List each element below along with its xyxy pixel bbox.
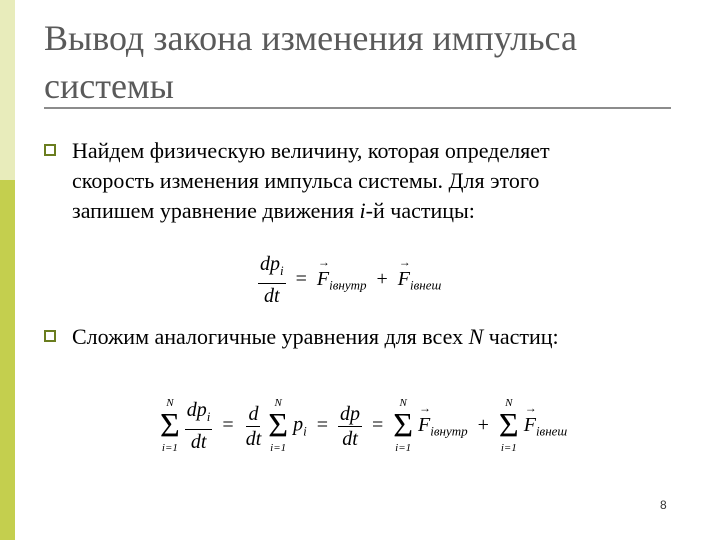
bullet-1 — [44, 136, 684, 232]
equation-particle-motion — [258, 252, 441, 308]
eq2-equals-1: = — [222, 413, 234, 436]
eq1-force-internal-sub: iвнутр — [329, 277, 367, 293]
bullet-2-text — [72, 322, 712, 352]
eq1-equals: = — [295, 267, 307, 290]
bullet-2-var: N — [468, 324, 484, 349]
eq1-num: dp — [260, 253, 280, 275]
eq1-force-external: → F — [398, 268, 410, 291]
eq1-force-internal: → F — [317, 268, 329, 291]
eq2-frac-2: $\frac{d}{dt}$ — [245, 402, 262, 450]
eq2-equals-2: = — [316, 413, 328, 436]
bullet-1-line-3-post: -й частицы: — [365, 198, 475, 223]
eq2-force-external: → F — [524, 414, 536, 437]
eq1-num-sub: i — [280, 263, 284, 278]
eq2-momentum: p — [293, 413, 304, 436]
bullet-1-text — [72, 136, 712, 226]
eq1-den: dt — [264, 285, 280, 307]
eq2-frac-1: $\frac{dp_i}{dt}$ — [186, 399, 211, 453]
bullet-1-line-1: Найдем физическую величину, которая определяет — [72, 138, 550, 163]
eq2-plus: + — [477, 413, 489, 436]
eq2-sum-2: N Σ i=1 — [268, 397, 289, 454]
eq2-frac-3: $\frac{dp}{dt}$ — [339, 402, 360, 450]
eq2-sum-4: N Σ i=1 — [498, 397, 519, 454]
title-divider — [44, 107, 671, 109]
side-bar-accent — [0, 180, 15, 540]
side-bar-light — [0, 0, 15, 180]
title-line-2: системы — [44, 66, 174, 106]
eq2-equals-3: = — [371, 413, 384, 436]
equation-system-sum: N Σ i=1 $\frac{dp_i}{dt}$ = $\frac{d}{dt}$ N Σ i=1 $p_i$ = $\frac{dp}{dt}$ = N Σ i=1 → $F_{iвнутр}$ + N Σ i=1 → $F_{iвнеш}$ — [160, 398, 567, 454]
title-line-1: Вывод закона изменения импульса — [44, 18, 577, 58]
page-number: 8 — [660, 498, 667, 512]
eq2-force-internal: → F — [418, 414, 430, 437]
bullet-1-line-2: скорость изменения импульса системы. Для этого — [72, 168, 540, 193]
eq2-sum-3: N Σ i=1 — [393, 397, 414, 454]
slide-title — [44, 14, 684, 110]
bullet-2-post: частиц: — [483, 324, 559, 349]
eq1-derivative — [258, 252, 286, 308]
bullet-1-line-3 — [72, 196, 712, 226]
eq1-plus: + — [376, 267, 388, 290]
bullet-2 — [44, 322, 684, 354]
bullet-2-pre: Сложим аналогичные уравнения для всех — [72, 324, 469, 349]
square-bullet-icon — [44, 144, 56, 156]
bullet-1-var: i — [359, 198, 366, 223]
square-bullet-icon — [44, 330, 56, 342]
bullet-1-line-3-pre: запишем уравнение движения — [72, 198, 360, 223]
eq1-force-external-sub: iвнеш — [410, 277, 442, 293]
eq2-sum-1: N Σ i=1 — [160, 397, 180, 454]
